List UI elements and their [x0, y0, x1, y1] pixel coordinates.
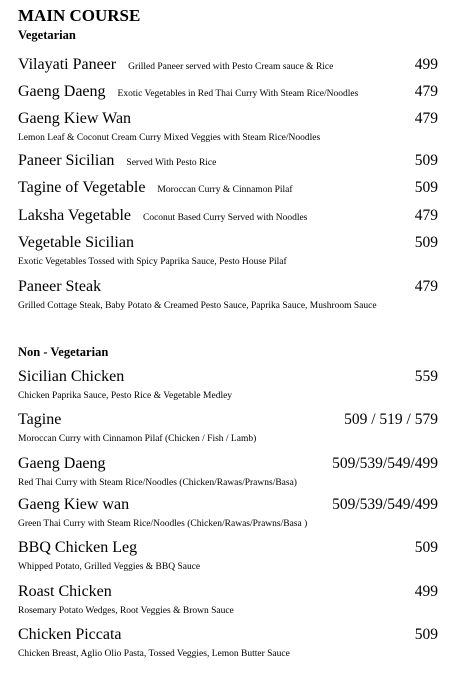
menu-item-name: Laksha Vegetable: [18, 207, 131, 224]
menu-item-name: BBQ Chicken Leg: [18, 539, 138, 556]
menu-item-inline-description: Moroccan Curry & Cinnamon Pilaf: [157, 185, 293, 195]
menu-item: [18, 409, 438, 445]
menu-item-description: Whipped Potato, Grilled Veggies & BBQ Sauce: [18, 562, 201, 572]
menu-item-price: 479: [414, 207, 438, 224]
menu-item-price: 509: [414, 234, 438, 251]
menu-item-line: [18, 54, 438, 76]
menu-item-description: Red Thai Curry with Steam Rice/Noodles (Chicken/Rawas/Prawns/Basa): [18, 478, 297, 488]
menu-item-price: 479: [414, 110, 438, 127]
menu-item-price: 509 / 519 / 579: [344, 411, 438, 428]
menu-item: [18, 581, 438, 617]
menu-heading: MAIN COURSE: [18, 6, 141, 25]
menu-item: [18, 177, 438, 199]
menu-item-description: Exotic Vegetables Tossed with Spicy Paprika Sauce, Pesto House Pilaf: [18, 257, 287, 267]
menu-item-name: Gaeng Daeng: [18, 83, 106, 100]
menu-item-line: [18, 205, 438, 227]
menu-item-line: [18, 494, 438, 516]
menu-item-line: [18, 581, 438, 603]
menu-item-name: Tagine: [18, 411, 62, 428]
menu-item-line: [18, 276, 438, 298]
menu-item-description: Lemon Leaf & Coconut Cream Curry Mixed Veggies with Steam Rice/Noodles: [18, 133, 321, 143]
menu-item-line: [18, 232, 438, 254]
menu-item-name: Chicken Piccata: [18, 626, 122, 643]
menu-item-price: 509: [414, 626, 438, 643]
menu-item-price: 509: [414, 179, 438, 196]
menu-item-name: Vilayati Paneer: [18, 56, 117, 73]
menu-item: [18, 205, 438, 227]
menu-item: [18, 150, 438, 172]
menu-item-price: 479: [414, 278, 438, 295]
menu-item: [18, 276, 438, 312]
menu-item-price: 509: [414, 539, 438, 556]
menu-item-name: Sicilian Chicken: [18, 368, 125, 385]
menu-item: [18, 537, 438, 573]
menu-item-line: [18, 409, 438, 431]
menu-item-name: Paneer Steak: [18, 278, 102, 295]
menu-item-price: 479: [414, 83, 438, 100]
menu-item-name: Vegetable Sicilian: [18, 234, 134, 251]
menu-item: [18, 81, 438, 103]
menu-item-description: Grilled Cottage Steak, Baby Potato & Creamed Pesto Sauce, Paprika Sauce, Mushroom Sauce: [18, 301, 377, 311]
menu-item-description: Green Thai Curry with Steam Rice/Noodles (Chicken/Rawas/Prawns/Basa ): [18, 519, 308, 529]
menu-item-price: 509/539/549/499: [332, 455, 438, 472]
menu-item-line: [18, 453, 438, 475]
menu-item-line: [18, 108, 438, 130]
menu-item-description: Rosemary Potato Wedges, Root Veggies & Brown Sauce: [18, 606, 234, 616]
menu-item-name: Gaeng Kiew wan: [18, 496, 130, 513]
section-title: Non - Vegetarian: [18, 345, 109, 359]
section-title: Vegetarian: [18, 28, 76, 42]
menu-item-line: [18, 150, 438, 172]
menu-item-price: 509/539/549/499: [332, 496, 438, 513]
menu-item: [18, 108, 438, 144]
menu-item-line: [18, 177, 438, 199]
menu-item: [18, 232, 438, 268]
menu-item-price: 509: [414, 152, 438, 169]
menu-item: [18, 453, 438, 489]
menu-item: [18, 624, 438, 660]
menu-item: [18, 54, 438, 76]
menu-item-inline-description: Grilled Paneer served with Pesto Cream sauce & Rice: [128, 62, 334, 72]
menu-item-name: Tagine of Vegetable: [18, 179, 146, 196]
menu-item-name: Roast Chicken: [18, 583, 112, 600]
menu-item-description: Moroccan Curry with Cinnamon Pilaf (Chicken / Fish / Lamb): [18, 434, 257, 444]
menu-item-inline-description: Coconut Based Curry Served with Noodles: [143, 213, 308, 223]
menu-item-price: 499: [414, 583, 438, 600]
menu-item-name: Paneer Sicilian: [18, 152, 115, 169]
menu-item-description: Chicken Breast, Aglio Olio Pasta, Tossed Veggies, Lemon Butter Sauce: [18, 649, 290, 659]
menu-item-name: Gaeng Daeng: [18, 455, 106, 472]
menu-item-price: 559: [414, 368, 438, 385]
menu-item-description: Chicken Paprika Sauce, Pesto Rice & Vegetable Medley: [18, 391, 233, 401]
menu-item-inline-description: Served With Pesto Rice: [126, 158, 217, 168]
menu-item-line: [18, 537, 438, 559]
menu-item-name: Gaeng Kiew Wan: [18, 110, 132, 127]
menu-item-line: [18, 366, 438, 388]
menu-item-price: 499: [414, 56, 438, 73]
menu-item: [18, 494, 438, 530]
menu-item-line: [18, 624, 438, 646]
menu-item-inline-description: Exotic Vegetables in Red Thai Curry With Steam Rice/Noodles: [117, 89, 359, 99]
menu-item-line: [18, 81, 438, 103]
menu-item: [18, 366, 438, 402]
